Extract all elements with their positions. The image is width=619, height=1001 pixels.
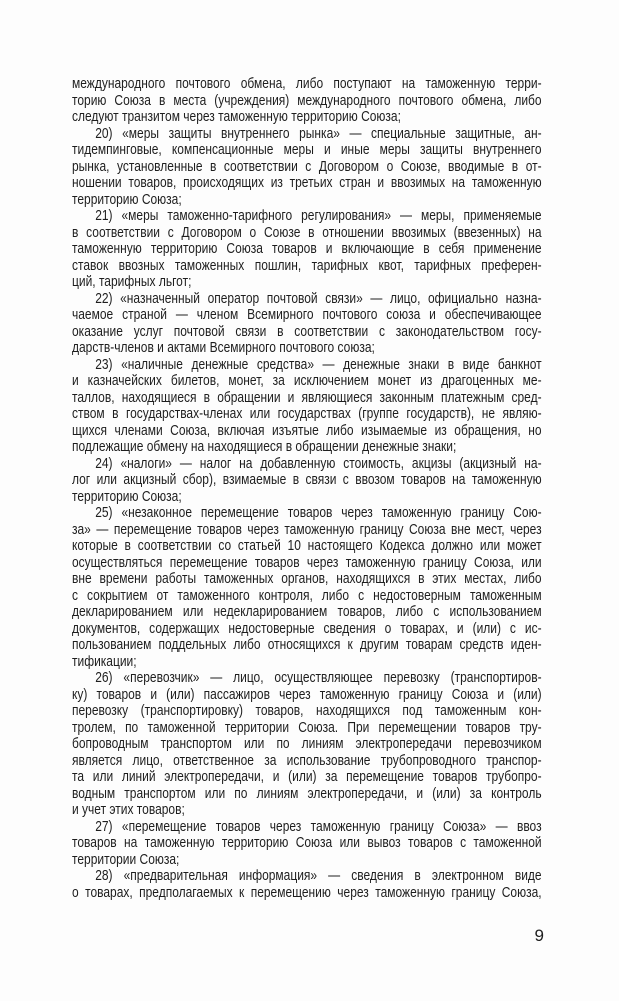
- paragraph: [72, 208, 542, 291]
- text-line: рынка, установленные в соответствии с Договором о Союзе, вводимые в от-: [72, 157, 542, 175]
- text-line: ку) товаров и (или) пассажиров через таможенную границу Союза и (или): [72, 685, 542, 703]
- paragraph: [72, 76, 542, 126]
- text-line: в соответствии с Договором о Союзе в отношении ввозимых (ввезенных) на: [72, 223, 542, 241]
- text-line: пользованием поддельных либо относящихся к другим товарам средств иден-: [72, 636, 542, 653]
- text-line: ношении товаров, происходящих из третьих стран и ввозимых на таможенную: [72, 174, 542, 191]
- text-line: за» — перемещение товаров через таможенную границу Союза вне мест, через: [72, 520, 542, 538]
- text-line: и учет этих товаров;: [72, 801, 185, 818]
- text-line: территорию Союза;: [72, 487, 182, 505]
- text-line: тролем, по таможенной территории Союза. При перемещении товаров тру-: [72, 718, 542, 736]
- paragraph: [72, 670, 542, 819]
- text-line: ций, тарифных льгот;: [72, 273, 192, 290]
- text-line: чаемое страной — членом Всемирного почтового союза и обеспечивающее: [72, 306, 542, 323]
- text-line: та или линий электропередачи, и (или) за перемещение товаров трубопро-: [72, 768, 542, 785]
- text-line: торию Союза в места (учреждения) международного почтового обмена, либо: [72, 91, 542, 109]
- text-line: вне времени работы таможенных органов, находящихся в этих местах, либо: [72, 570, 542, 587]
- text-line: тидемпинговые, компенсационные меры и иные меры защиты внутреннего: [72, 141, 542, 158]
- paragraph: [72, 819, 542, 869]
- paragraph: [72, 505, 542, 670]
- text-line: тификации;: [72, 652, 137, 670]
- text-line: декларированием или недекларированием товаров, либо с использованием: [72, 603, 542, 620]
- text-line: водным транспортом или по линиям электропередачи, и (или) за контроль: [72, 784, 542, 802]
- paragraph: [72, 456, 542, 506]
- text-line: о товарах, предполагаемых к перемещению через таможенную границу Союза,: [72, 883, 542, 901]
- text-line: 20) «меры защиты внутреннего рынка» — специальные защитные, ан-: [95, 124, 542, 142]
- text-line: оказание услуг почтовой связи в соответствии с законодательством госу-: [72, 322, 542, 340]
- paragraph: [72, 291, 542, 357]
- text-line: товаров на таможенную территорию Союза или вывоз товаров с таможенной: [72, 834, 542, 851]
- text-line: таможенную территорию Союза товаров и включающие в себя применение: [72, 240, 542, 257]
- text-line: 28) «предварительная информация» — сведения в электронном виде: [95, 867, 542, 884]
- text-line: и казначейских билетов, монет, за исключением монет из драгоценных ме-: [72, 372, 542, 389]
- text-line: 21) «меры таможенно-тарифного регулирования» — меры, применяемые: [95, 207, 542, 224]
- text-line: бопроводным транспортом или по линиям электропередачи перевозчиком: [72, 735, 542, 752]
- text-line: которые в соответствии со статьей 10 настоящего Кодекса должно или может: [72, 537, 542, 554]
- text-line: ставок ввозных таможенных пошлин, тарифных квот, тарифных преферен-: [72, 256, 542, 274]
- text-line: 25) «незаконное перемещение товаров через таможенную границу Сою-: [95, 504, 542, 521]
- text-line: территорию Союза;: [72, 190, 182, 208]
- text-line: перевозку (транспортировку) товаров, находящихся под таможенным кон-: [72, 702, 542, 719]
- text-line: осуществляться перемещение товаров через таможенную границу Союза, или: [72, 553, 542, 571]
- paragraph: [72, 126, 542, 209]
- text-line: документов, содержащих недостоверные сведения о товарах, и (или) с ис-: [72, 619, 542, 637]
- text-line: дарств-членов и актами Всемирного почтового союза;: [72, 339, 375, 356]
- page-number: 9: [534, 926, 544, 945]
- text-line: с сокрытием от таможенного контроля, либо с недостоверным таможенным: [72, 586, 542, 604]
- text-line: является лицо, ответственное за использование трубопроводного транспор-: [72, 751, 542, 769]
- text-line: подлежащие обмену на находящиеся в обращении денежные знаки;: [72, 438, 457, 455]
- text-line: лог или акцизный сбор), взимаемые в связи с ввозом товаров на таможенную: [72, 471, 542, 488]
- text-line: 22) «назначенный оператор почтовой связи» — лицо, официально назна-: [95, 289, 542, 307]
- text-line: 23) «наличные денежные средства» — денежные знаки в виде банкнот: [95, 355, 542, 373]
- paragraph: [72, 357, 542, 456]
- text-line: щихся членами Союза, включая изъятые либо изымаемые из обращения, но: [72, 421, 542, 439]
- text-line: 27) «перемещение товаров через таможенную границу Союза» — ввоз: [95, 817, 542, 835]
- body-text: [72, 76, 542, 901]
- paragraph: [72, 868, 542, 901]
- text-line: ством в государствах-членах или государствах (группе государств), не являю-: [72, 405, 542, 422]
- text-line: международного почтового обмена, либо поступают на таможенную терри-: [72, 75, 542, 92]
- text-line: территории Союза;: [72, 850, 180, 868]
- text-line: следуют транзитом через таможенную территорию Союза;: [72, 108, 401, 125]
- text-line: 24) «налоги» — налог на добавленную стоимость, акцизы (акцизный на-: [95, 454, 542, 472]
- text-line: таллов, находящиеся в обращении и являющиеся законным платежным сред-: [72, 388, 542, 406]
- text-line: 26) «перевозчик» — лицо, осуществляющее перевозку (транспортиров-: [95, 669, 542, 686]
